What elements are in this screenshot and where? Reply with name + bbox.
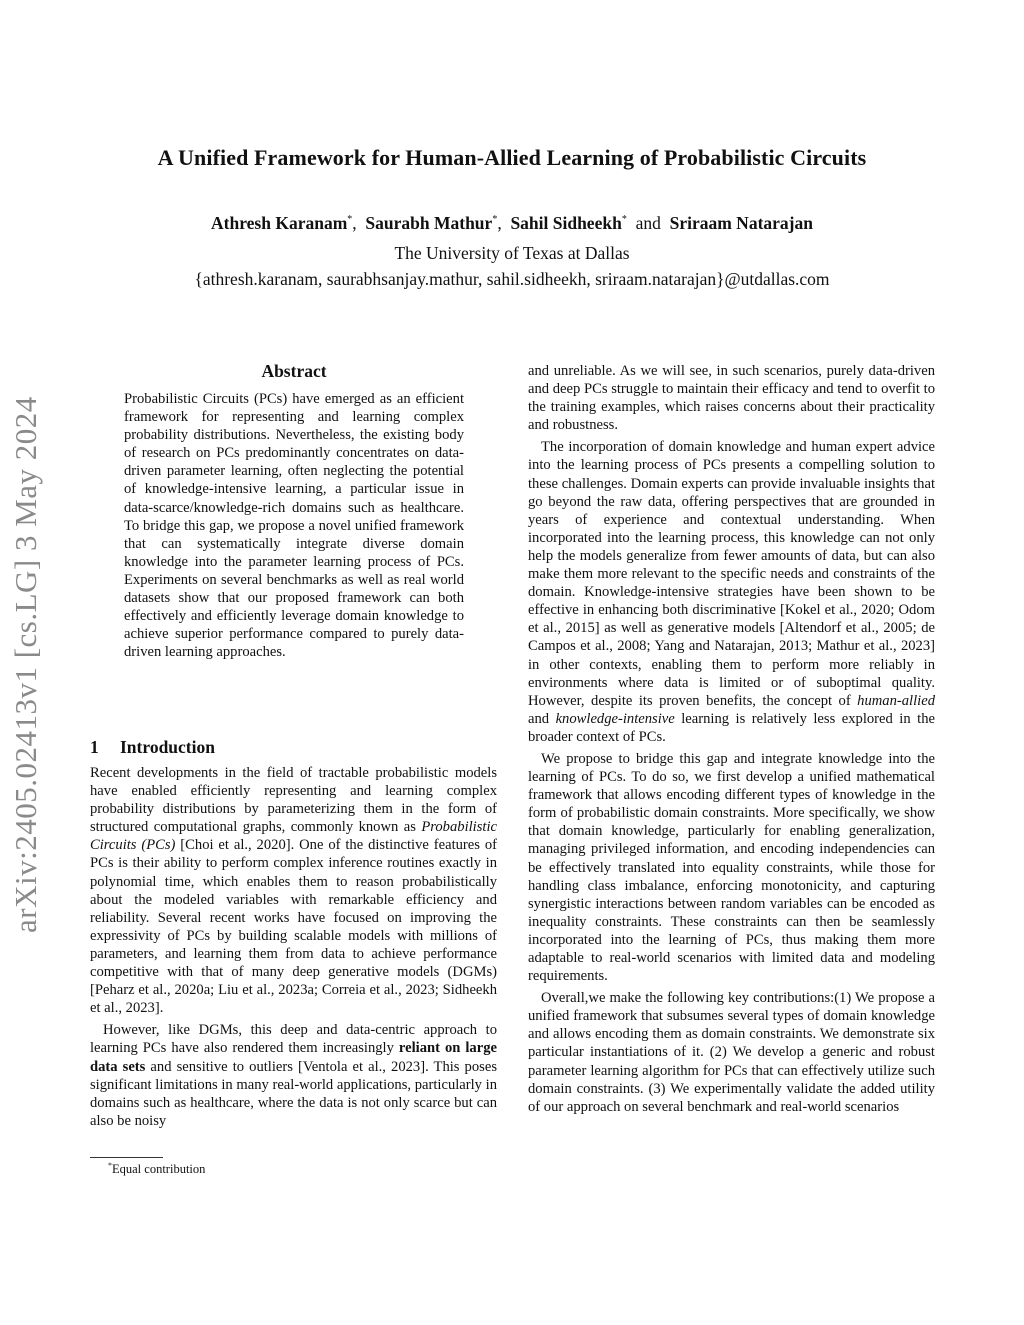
- introduction-left-column: [90, 764, 497, 1130]
- footnote-mark: *: [108, 1161, 112, 1170]
- equal-contribution-mark: *: [621, 214, 627, 226]
- footnote-rule: [90, 1157, 163, 1158]
- author-name: Saurabh Mathur: [365, 213, 493, 233]
- paragraph: Overall,we make the following key contributions:(1) We propose a unified framework that subsumes several types of domain knowledge and allows encoding them as domain constraints. We demonstrate six particular instantiations of it. (2) We develop a generic and robust parameter learning algorithm for PCs that can effectively utilize such domain constraints. (3) We experimentally validate the added utility of our approach on several benchmark and real-world scenarios: [528, 990, 935, 1115]
- paragraph: Recent developments in the field of tractable probabilistic models have enabled efficiently representing and learning complex probability distributions by parameterizing them in the form of structured computational graphs, commonly known as Probabilistic Circuits (PCs) [Choi et al., 2020]. One of the distinctive features of PCs is their ability to perform complex inference routines exactly in polynomial time, which enables them to reason probabilistically about the modeled variables with remarkable efficiency and reliability. Several recent works have focused on improving the expressivity of PCs by building scalable models with millions of parameters, and learning them from data to achieve performance competitive with that of many deep generative models (DGMs) [Peharz et al., 2020a; Liu et al., 2023a; Correia et al., 2023; Sidheekh et al., 2023].: [90, 765, 497, 1017]
- section-number: 1: [90, 737, 99, 757]
- author-name: Sriraam Natarajan: [669, 213, 813, 233]
- footnote: [108, 1161, 205, 1177]
- abstract-text: Probabilistic Circuits (PCs) have emerged as an efficient framework for representing and learning complex probability distributions. Nevertheless, the existing body of research on PCs predominantly concentrates on data-driven parameter learning, often neglecting the potential of knowledge-intensive learning, a particular issue in data-scarce/knowledge-rich domains such as healthcare. To bridge this gap, we propose a novel unified framework that can systematically integrate diverse domain knowledge into the parameter learning process of PCs. Experiments on several benchmarks as well as real world datasets show that our proposed framework can both effectively and efficiently leverage domain knowledge to achieve superior performance compared to purely data-driven learning approaches.: [124, 391, 464, 661]
- paragraph: The incorporation of domain knowledge and human expert advice into the learning process of PCs presents a compelling solution to these challenges. Domain experts can provide invaluable insights that go beyond the raw data, offering perspectives that are grounded in years of experience and contextual understanding. When incorporated into the learning process, this knowledge can not only help the models generalize from fewer amounts of data, but can also make them more relevant to the specific needs and constraints of the domain. Knowledge-intensive strategies have been shown to be effective in enhancing both discriminative [Kokel et al., 2020; Odom et al., 2015] as well as generative models [Altendorf et al., 2005; de Campos et al., 2008; Yang and Natarajan, 2013; Mathur et al., 2023] in other contexts, enabling them to perform more reliably in environments where data is limited or of suboptimal quality. However, despite its proven benefits, the concept of human-allied and knowledge-intensive learning is relatively less explored in the broader context of PCs.: [528, 439, 935, 745]
- abstract-heading: Abstract: [261, 361, 327, 381]
- author-conjunction: and: [635, 213, 661, 233]
- equal-contribution-mark: *: [492, 214, 498, 226]
- paragraph: and unreliable. As we will see, in such scenarios, purely data-driven and deep PCs struggle to maintain their efficacy and tend to overfit to the training examples, which raises concerns about their practicality and robustness.: [528, 363, 935, 434]
- arxiv-identifier-stamp: arXiv:2405.02413v1 [cs.LG] 3 May 2024: [8, 396, 43, 933]
- paragraph: We propose to bridge this gap and integrate knowledge into the learning of PCs. To do so, we first develop a unified mathematical framework that allows encoding different types of knowledge in the form of probabilistic domain constraints. More specifically, we show that domain knowledge, particularly for enabling generalization, managing privileged information, and encoding independencies can be effectively translated into equality constraints, while those for handling class imbalance, enforcing monotonicity, and capturing synergistic interactions between random variables can be encoded as inequality constraints. These constraints can then be seamlessly incorporated into the learning of PCs, thus making them more adaptable to real-world scenarios with limited data and modeling requirements.: [528, 750, 935, 985]
- section-heading-introduction: [90, 737, 215, 758]
- paper-title: A Unified Framework for Human-Allied Learning of Probabilistic Circuits: [157, 145, 867, 170]
- paragraph: However, like DGMs, this deep and data-centric approach to learning PCs have also rendered them increasingly reliant on large data sets and sensitive to outliers [Ventola et al., 2023]. This poses significant limitations in many real-world applications, particularly in domains such as healthcare, where the data is not only scarce but can also be noisy: [90, 1022, 497, 1129]
- author-list: Athresh Karanam*, Saurabh Mathur*, Sahil Sidheekh* and Sriraam Natarajan: [211, 213, 813, 233]
- author-name: Athresh Karanam: [211, 213, 348, 233]
- introduction-right-column: [528, 362, 935, 1116]
- author-name: Sahil Sidheekh: [510, 213, 622, 233]
- footnote-text: Equal contribution: [112, 1162, 206, 1177]
- author-emails: {athresh.karanam, saurabhsanjay.mathur, sahil.sidheekh, sriraam.natarajan}@utdallas.com: [194, 269, 830, 289]
- equal-contribution-mark: *: [347, 214, 353, 226]
- affiliation: The University of Texas at Dallas: [394, 243, 630, 263]
- section-title: Introduction: [120, 737, 215, 757]
